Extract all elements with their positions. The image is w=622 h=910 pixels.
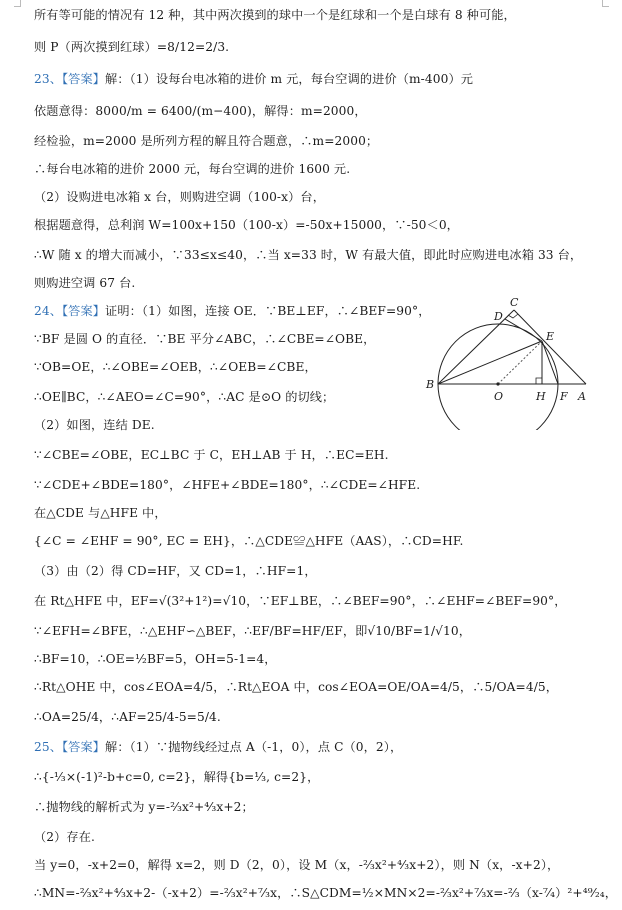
answer-24-heading: 24、【答案】证明：（1）如图，连接 OE．∵BE⊥EF，∴∠BEF=90°， (34, 304, 431, 318)
text-line: 在 Rt△HFE 中，EF=√(3²+1²)=√10，∵EF⊥BE，∴∠BEF=90°，∴∠EHF=∠BEF=90°， (34, 594, 567, 608)
label-o: O (494, 390, 504, 403)
text-line: ∴W 随 x 的增大而减小，∵33≤x≤40，∴当 x=33 时，W 有最大值，即此时应购进电冰箱 33 台， (34, 248, 583, 262)
text-line: （3）由（2）得 CD=HF，又 CD=1，∴HF=1， (34, 564, 317, 578)
label-b: B (426, 378, 435, 391)
answer-label: 25、【答案】 (34, 740, 106, 754)
label-d: D (494, 310, 503, 323)
text-line: 依题意得：8000/m = 6400/(m−400)，解得：m=2000， (34, 104, 367, 118)
line-oe (498, 341, 542, 384)
line-de (505, 319, 542, 341)
crop-mark-right (602, 0, 609, 7)
text-line: （2）存在. (34, 830, 95, 844)
text-line: ∵∠CDE+∠BDE=180°，∠HFE+∠BDE=180°，∴∠CDE=∠HFE. (34, 478, 421, 492)
text-line: ∵∠EFH=∠BFE，∴△EHF∽△BEF，∴EF/BF=HF/EF，即√10/BF=1/√10， (34, 624, 472, 638)
text-line: ∴每台电冰箱的进价 2000 元，每台空调的进价 1600 元. (34, 162, 351, 176)
text-line: ∴Rt△OHE 中，cos∠EOA=4/5，∴Rt△EOA 中，cos∠EOA=OE/OA=4/5，∴5/OA=4/5， (34, 680, 559, 694)
line-be (438, 341, 542, 384)
text-line: 当 y=0，-x+2=0，解得 x=2，则 D（2，0），设 M（x，-⅔x²+⁴⁄₃x+2），则 N（x，-x+2）， (34, 858, 560, 872)
answer-label: 24、【答案】 (34, 304, 106, 318)
text-line: 则购进空调 67 台. (34, 276, 136, 290)
text-line: ∴BF=10，∴OE=½BF=5，OH=5-1=4， (34, 652, 277, 666)
text-line: （2）如图，连结 DE. (34, 418, 155, 432)
center-point-o (496, 382, 499, 385)
text-line: ∴{-⅓×(-1)²-b+c=0, c=2}，解得{b=⅓, c=2}， (34, 770, 320, 784)
line-ca (514, 310, 586, 384)
right-angle-h (536, 378, 542, 384)
text-line: {∠C = ∠EHF = 90°, EC = EH}，∴△CDE≌△HFE（AAS），∴CD=HF. (34, 534, 464, 548)
label-e: E (546, 330, 555, 343)
text-line: 所有等可能的情况有 12 种，其中两次摸到的球中一个是红球和一个是白球有 8 种可能， (34, 8, 516, 22)
text-line: ∵BF 是圆 O 的直径．∵BE 平分∠ABC，∴∠CBE=∠OBE， (34, 332, 376, 346)
text-line: 在△CDE 与△HFE 中， (34, 506, 167, 520)
text-line: 经检验，m=2000 是所列方程的解且符合题意，∴m=2000； (34, 134, 379, 148)
text-line: ∴抛物线的解析式为 y=-⅔x²+⁴⁄₃x+2； (34, 800, 254, 814)
crop-mark-left (14, 0, 21, 7)
answer-25-heading: 25、【答案】解：（1）∵抛物线经过点 A（-1，0），点 C（0，2）， (34, 740, 403, 754)
text-line: ∴OA=25/4，∴AF=25/4-5=5/4. (34, 710, 221, 724)
answer-label: 23、【答案】 (34, 72, 106, 86)
text-line: ∴OE∥BC，∴∠AEO=∠C=90°，∴AC 是⊙O 的切线； (34, 390, 335, 404)
text-line: ∴MN=-⅔x²+⁴⁄₃x+2-（-x+2）=-⅔x²+⁷⁄₃x，∴S△CDM=½×MN×2=-⅔x²+⁷⁄₃x=-⅔（x-⁷⁄₄）²+⁴⁹⁄₂₄， (34, 886, 618, 900)
text-line: 根据题意得，总利润 W=100x+150（100-x）=-50x+15000，∵-50＜0， (34, 218, 459, 232)
answer-23-heading: 23、【答案】解：（1）设每台电冰箱的进价 m 元，每台空调的进价（m-400）元 (34, 72, 474, 86)
geometry-figure (414, 296, 592, 430)
text-line: ∵∠CBE=∠OBE，EC⊥BC 于 C，EH⊥AB 于 H，∴EC=EH. (34, 448, 389, 462)
text-line: 则 P（两次摸到红球）=8/12=2/3. (34, 40, 230, 54)
label-h: H (536, 390, 546, 403)
label-f: F (560, 390, 568, 403)
text-line: （2）设购进电冰箱 x 台，则购进空调（100-x）台， (34, 190, 325, 204)
text-line: ∵OB=OE，∴∠OBE=∠OEB，∴∠OEB=∠CBE， (34, 360, 317, 374)
label-a: A (578, 390, 586, 403)
label-c: C (510, 296, 519, 309)
